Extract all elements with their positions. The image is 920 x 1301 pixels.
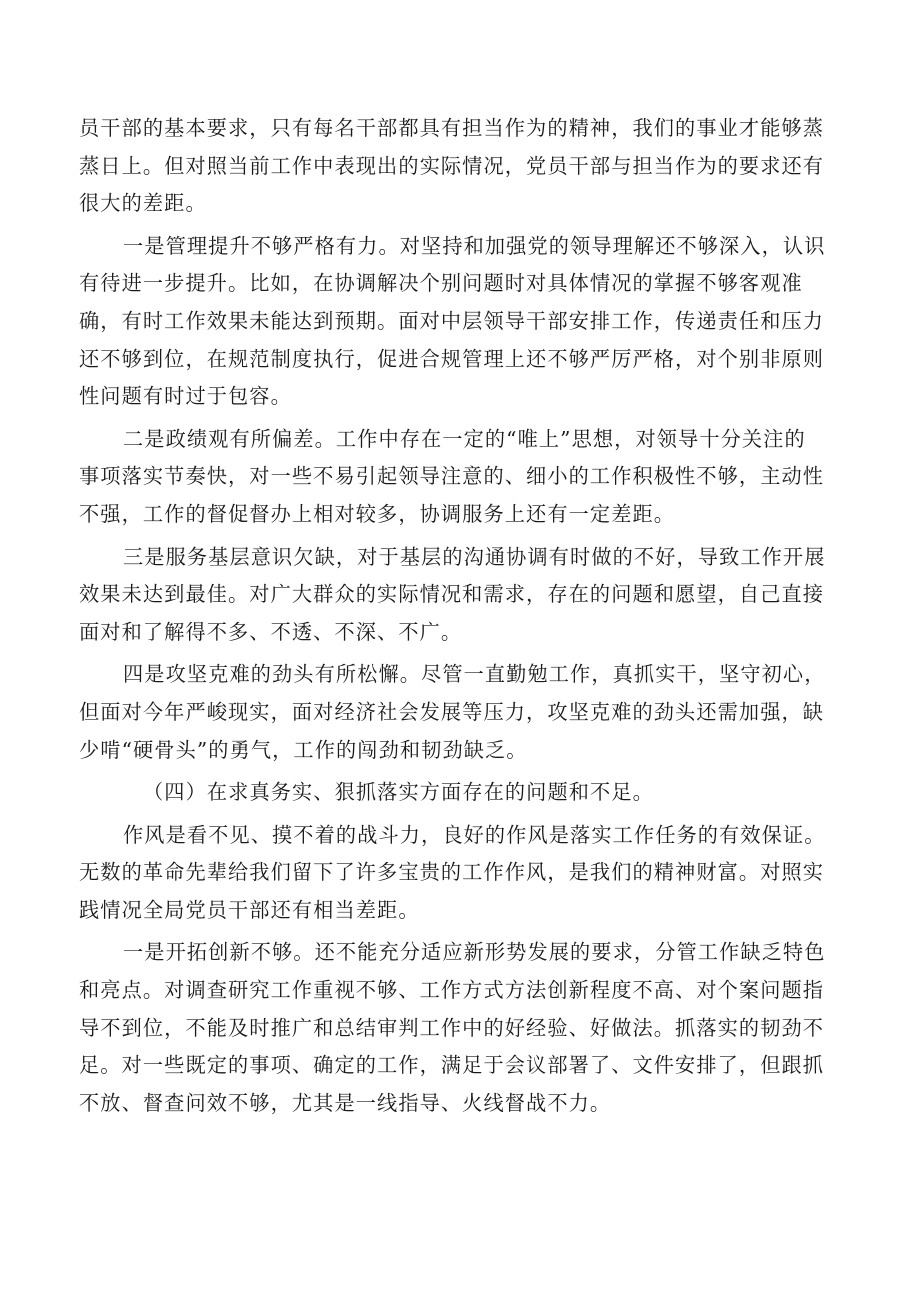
text-line: 不强，工作的督促督办上相对较多，协调服务上还有一定差距。 [79, 501, 676, 526]
text-line: 面对和了解得不多、不透、不深、不广。 [79, 619, 463, 644]
text-line: 还不够到位，在规范制度执行，促进合规管理上还不够严厉严格，对个别非原则 [79, 346, 825, 371]
text-line: 和亮点。对调查研究工作重视不够、工作方式方法创新程度不高、对个案问题指 [79, 978, 825, 1003]
section-heading: （四）在求真务实、狠抓落实方面存在的问题和不足。 [143, 780, 654, 805]
text-line: 足。对一些既定的事项、确定的工作，满足于会议部署了、文件安排了，但跟抓 [79, 1053, 825, 1078]
text-line: 作风是看不见、摸不着的战斗力，良好的作风是落实工作任务的有效保证。 [123, 822, 826, 847]
text-line: 确，有时工作效果未能达到预期。面对中层领导干部安排工作，传递责任和压力 [79, 308, 825, 333]
text-line: 一是开拓创新不够。还不能充分适应新形势发展的要求，分管工作缺乏特色 [123, 940, 826, 965]
text-line: 导不到位，不能及时推广和总结审判工作中的好经验、好做法。抓落实的韧劲不 [79, 1015, 825, 1040]
text-line: 但面对今年严峻现实，面对经济社会发展等压力，攻坚克难的劲头还需加强，缺 [79, 699, 825, 724]
text-line: 少啃“硬骨头”的勇气，工作的闯劲和韧劲缺乏。 [79, 737, 528, 762]
text-line: 二是政绩观有所偏差。工作中存在一定的“唯上”思想，对领导十分关注的 [123, 426, 806, 451]
document-body [79, 110, 841, 1122]
text-line: 无数的革命先辈给我们留下了许多宝贵的工作作风，是我们的精神财富。对照实 [79, 860, 825, 885]
text-line: 很大的差距。 [79, 191, 207, 216]
text-line: 三是服务基层意识欠缺，对于基层的沟通协调有时做的不好，导致工作开展 [123, 544, 826, 569]
text-line: 性问题有时过于包容。 [79, 384, 292, 409]
text-line: 效果未达到最佳。对广大群众的实际情况和需求，存在的问题和愿望，自己直接 [79, 582, 825, 607]
text-line: 员干部的基本要求，只有每名干部都具有担当作为的精神，我们的事业才能够蒸 [79, 116, 825, 140]
text-line: 一是管理提升不够严格有力。对坚持和加强党的领导理解还不够深入，认识 [123, 233, 826, 258]
text-line: 有待进一步提升。比如，在协调解决个别问题时对具体情况的掌握不够客观准 [79, 271, 803, 296]
text-line: 蒸日上。但对照当前工作中表现出的实际情况，党员干部与担当作为的要求还有 [79, 153, 825, 178]
text-line: 事项落实节奏快，对一些不易引起领导注意的、细小的工作积极性不够，主动性 [79, 464, 825, 489]
text-line: 四是攻坚克难的劲头有所松懈。尽管一直勤勉工作，真抓实干，坚守初心， [123, 662, 826, 687]
text-line: 不放、督查问效不够，尤其是一线指导、火线督战不力。 [79, 1090, 612, 1115]
text-line: 践情况全局党员干部还有相当差距。 [79, 897, 420, 922]
